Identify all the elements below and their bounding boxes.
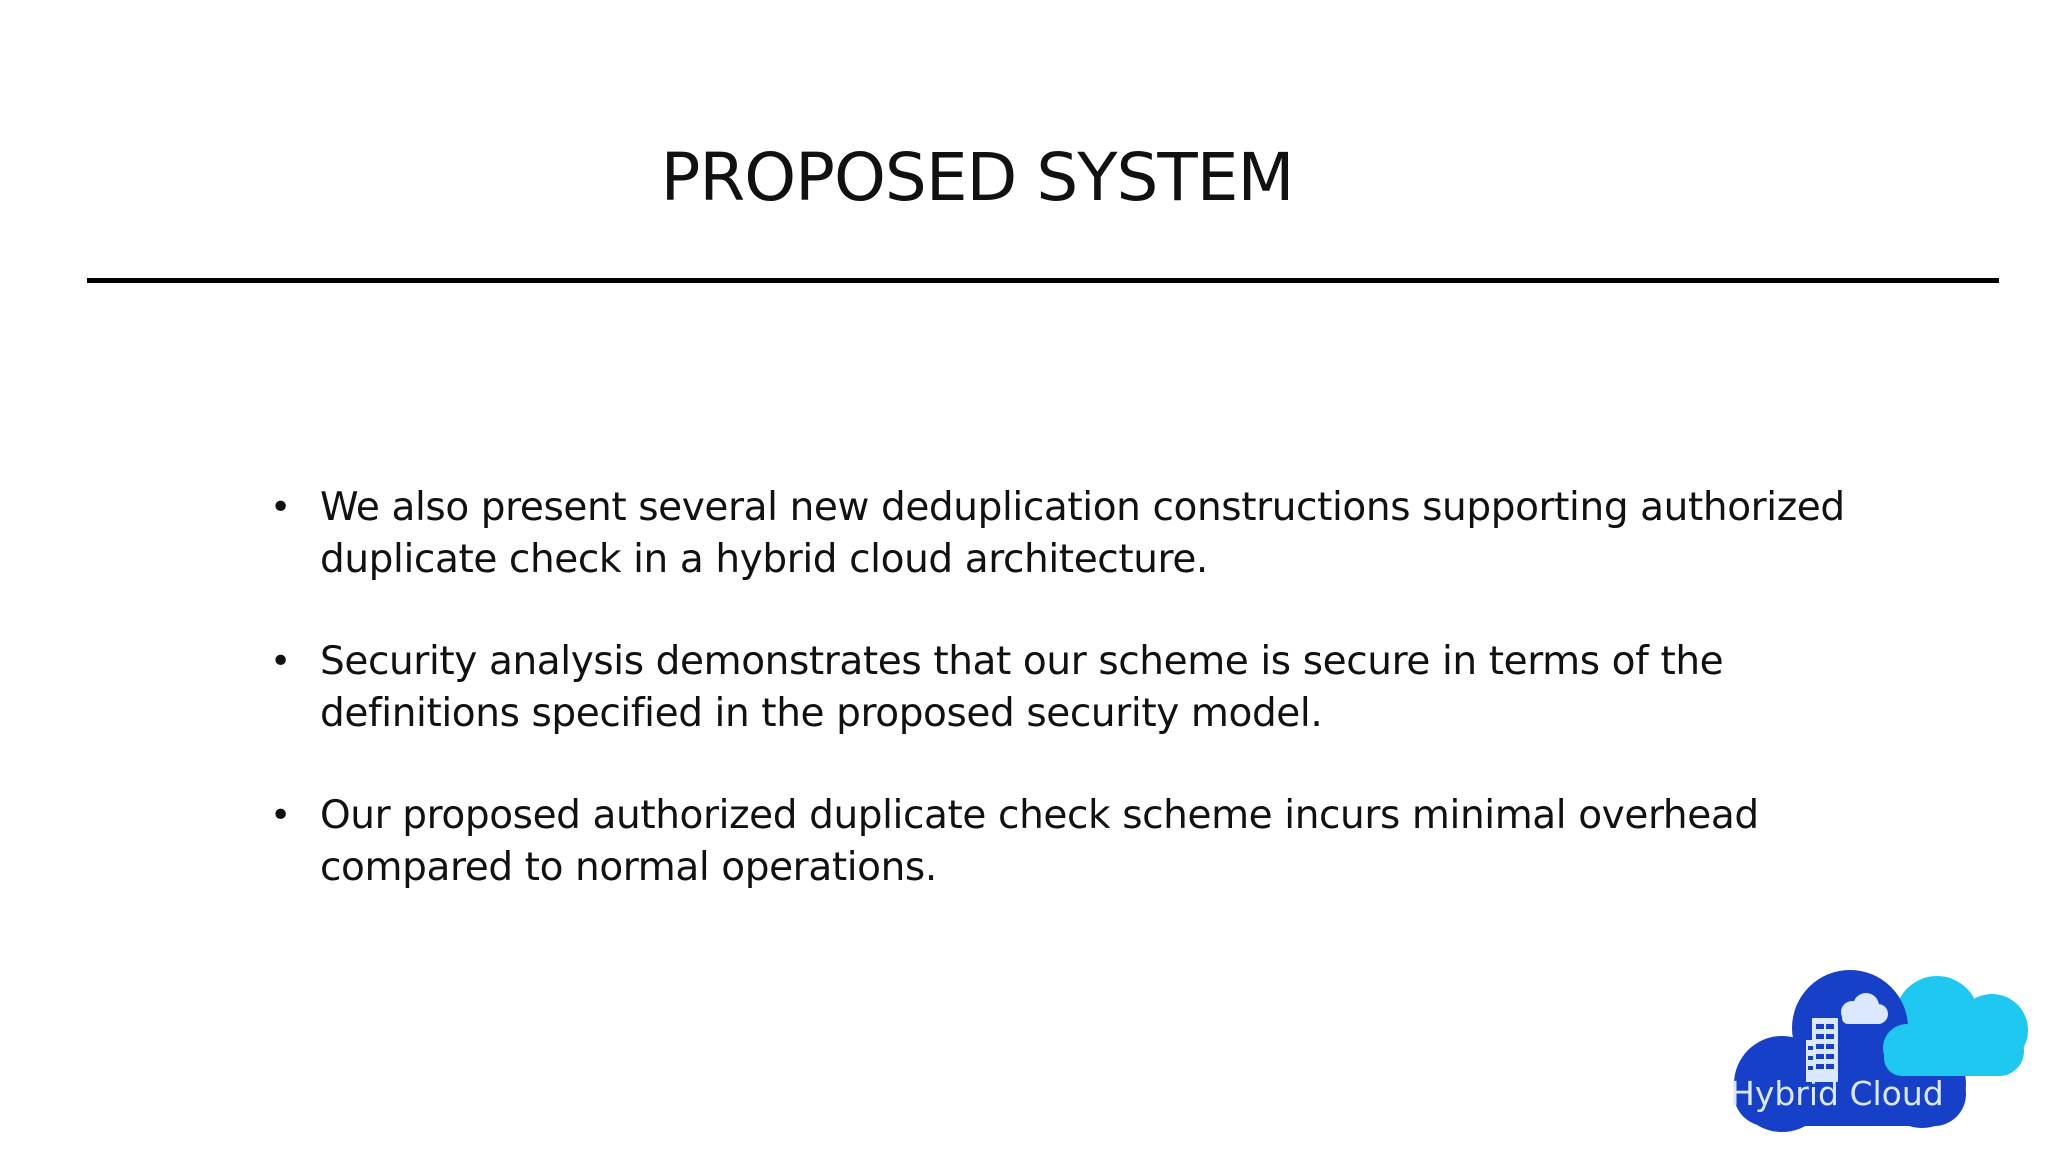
logo-label: Hybrid Cloud [1730,1074,1944,1113]
hybrid-cloud-icon [1712,966,2032,1132]
bullet-text: Security analysis demonstrates that our scheme is secure in terms of the definitions specified in the proposed security model. [320,639,1724,736]
bullet-marker: • [270,795,291,836]
bullet-list [270,482,1910,944]
bullet-marker: • [270,487,291,528]
bullet-item [270,790,1910,894]
bullet-item [270,636,1910,740]
bullet-text: Our proposed authorized duplicate check scheme incurs minimal overhead compared to normal operations. [320,793,1759,890]
title-divider [87,278,1999,283]
bullet-marker: • [270,641,291,682]
bullet-item [270,482,1910,586]
bullet-text: We also present several new deduplication constructions supporting authorized duplicate check in a hybrid cloud architecture. [320,485,1845,582]
hybrid-cloud-logo [1712,966,2032,1132]
slide-title: PROPOSED SYSTEM [660,139,1294,216]
